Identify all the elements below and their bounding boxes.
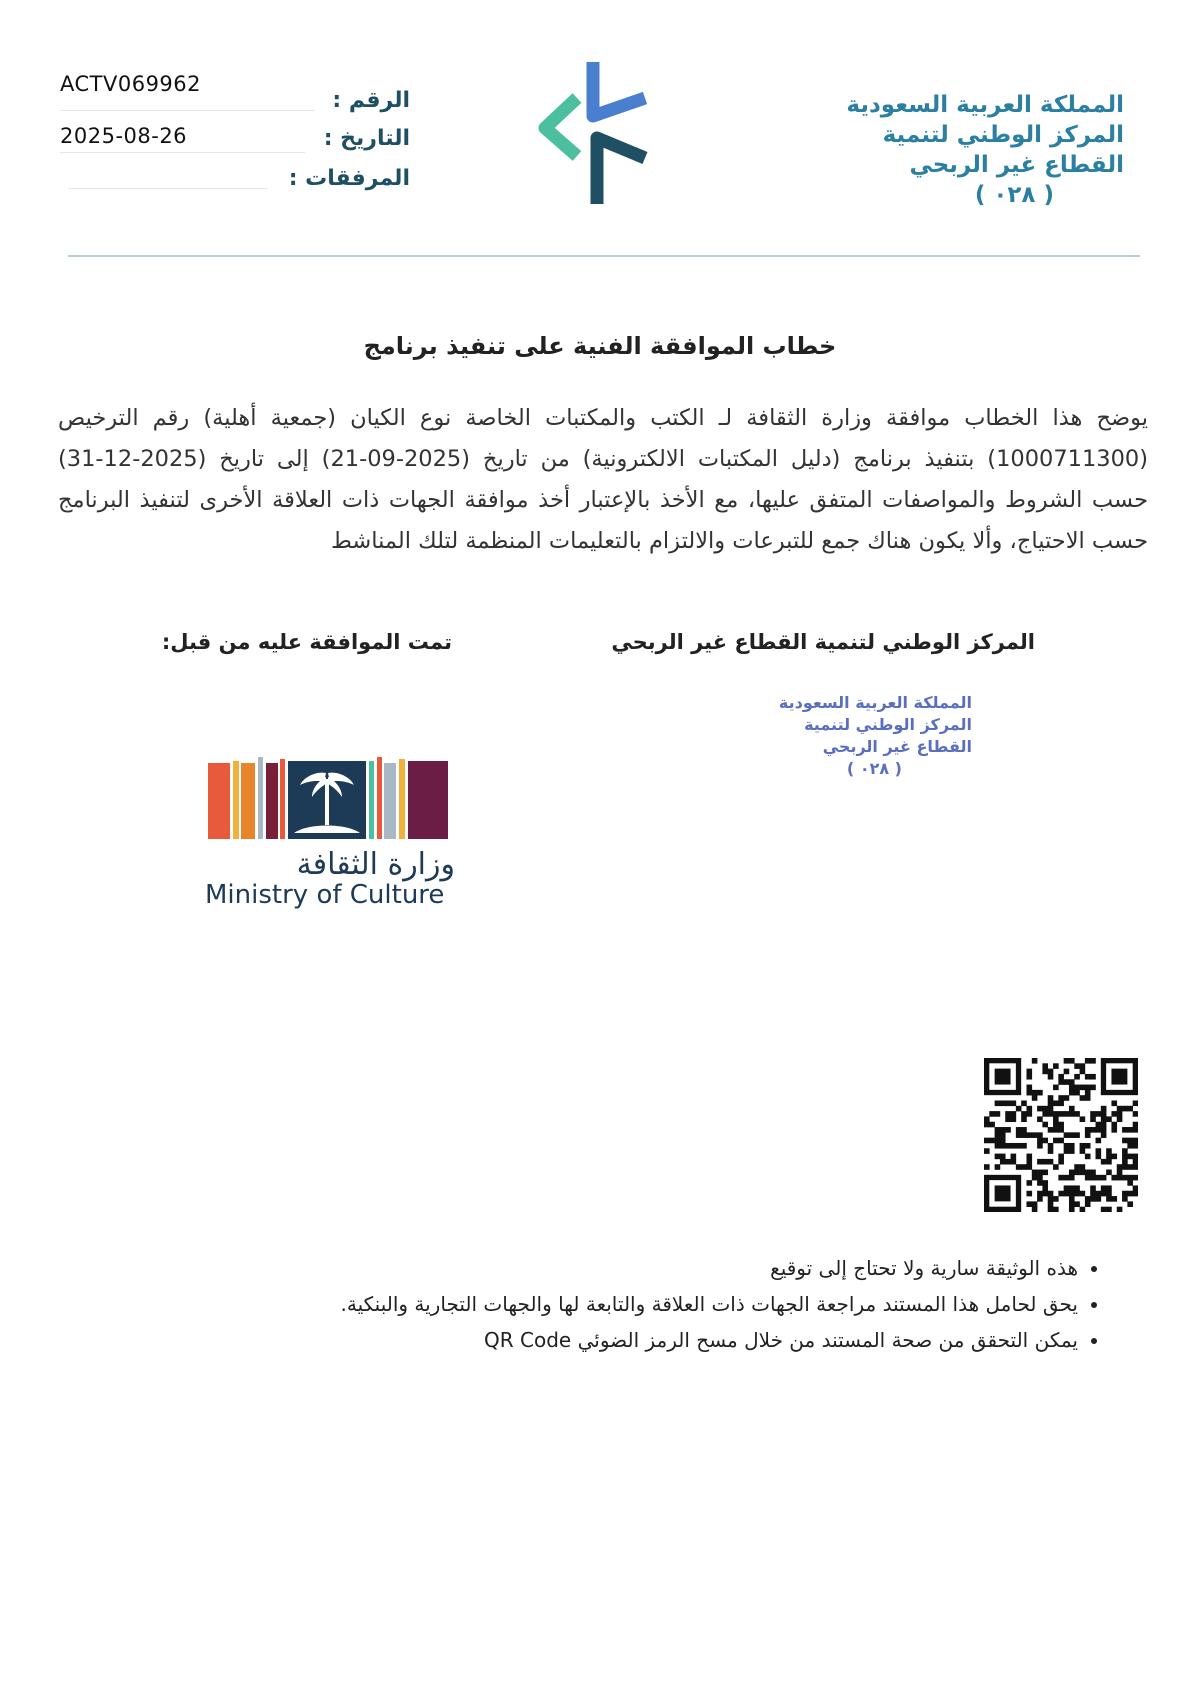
approved-by-heading: تمت الموافقة عليه من قبل: <box>161 630 452 654</box>
date-value: 2025-08-26 <box>60 124 188 148</box>
attachments-line <box>68 188 268 189</box>
ministry-logo-bars-icon <box>208 755 450 841</box>
ministry-name-english: Ministry of Culture <box>205 880 445 910</box>
header-divider <box>68 255 1140 257</box>
emblem-dark-stroke <box>597 138 645 204</box>
note-item-3: • يمكن التحقق من صحة المستند من خلال مسح الرمز الضوئي QR Code <box>204 1322 1078 1358</box>
ref-number-line <box>60 110 315 111</box>
letter-title: خطاب الموافقة الفنية على تنفيذ برنامج <box>363 332 837 360</box>
issuer-line-center: المركز الوطني لتنمية <box>882 122 1124 148</box>
reference-block <box>60 70 410 200</box>
emblem-blue-stroke <box>593 62 645 116</box>
qr-code-icon <box>984 1058 1138 1212</box>
center-signature-heading: المركز الوطني لتنمية القطاع غير الربحي <box>611 630 1035 654</box>
issuer-line-country: المملكة العربية السعودية <box>846 92 1124 118</box>
issuer-line-code: ( ٠٢٨ ) <box>974 182 1054 208</box>
issuer-line-sector: القطاع غير الربحي <box>909 152 1124 178</box>
ministry-of-culture-logo <box>205 755 455 915</box>
letter-body: يوضح هذا الخطاب موافقة وزارة الثقافة لـ الكتب والمكتبات الخاصة نوع الكيان (جمعية أهلية) رقم الترخيص (1000711300) بتنفيذ برنامج (دليل المكتبات الالكترونية) من تاريخ (2025-09-21) إلى تاريخ (2025-12-31) حسب الشروط والمواصفات المتفق عليها، مع الأخذ بالإعتبار أخذ موافقة الجهات ذات العلاقة الأخرى لتنفيذ البرنامج حسب الاحتياج، وألا يكون هناك جمع للتبرعات والالتزام بالتعليمات المنظمة لتلك المناشط <box>58 405 1148 554</box>
notes-section <box>204 1250 1104 1358</box>
center-stamp <box>779 692 972 780</box>
date-line <box>60 152 305 153</box>
date-label: التاريخ : <box>323 126 410 151</box>
stamp-line-center: المركز الوطني لتنمية <box>804 715 972 734</box>
emblem-green-stroke <box>545 98 577 156</box>
center-emblem-logo <box>535 58 655 208</box>
stamp-line-code: ( ٠٢٨ ) <box>846 759 902 778</box>
stamp-line-country: المملكة العربية السعودية <box>778 693 972 712</box>
note-item-2: • يحق لحامل هذا المستند مراجعة الجهات ذات العلاقة والتابعة لها والجهات التجارية والبنكية. <box>204 1286 1078 1322</box>
attachments-label: المرفقات : <box>288 166 410 191</box>
ref-number-label: الرقم : <box>332 88 410 113</box>
issuer-block <box>846 90 1124 210</box>
stamp-line-sector: القطاع غير الربحي <box>822 737 972 756</box>
ref-number-value: ACTV069962 <box>60 72 202 96</box>
notes-list <box>204 1250 1104 1358</box>
note-item-1: • هذه الوثيقة سارية ولا تحتاج إلى توقيع <box>204 1250 1078 1286</box>
ministry-name-arabic: وزارة الثقافة <box>296 847 455 882</box>
